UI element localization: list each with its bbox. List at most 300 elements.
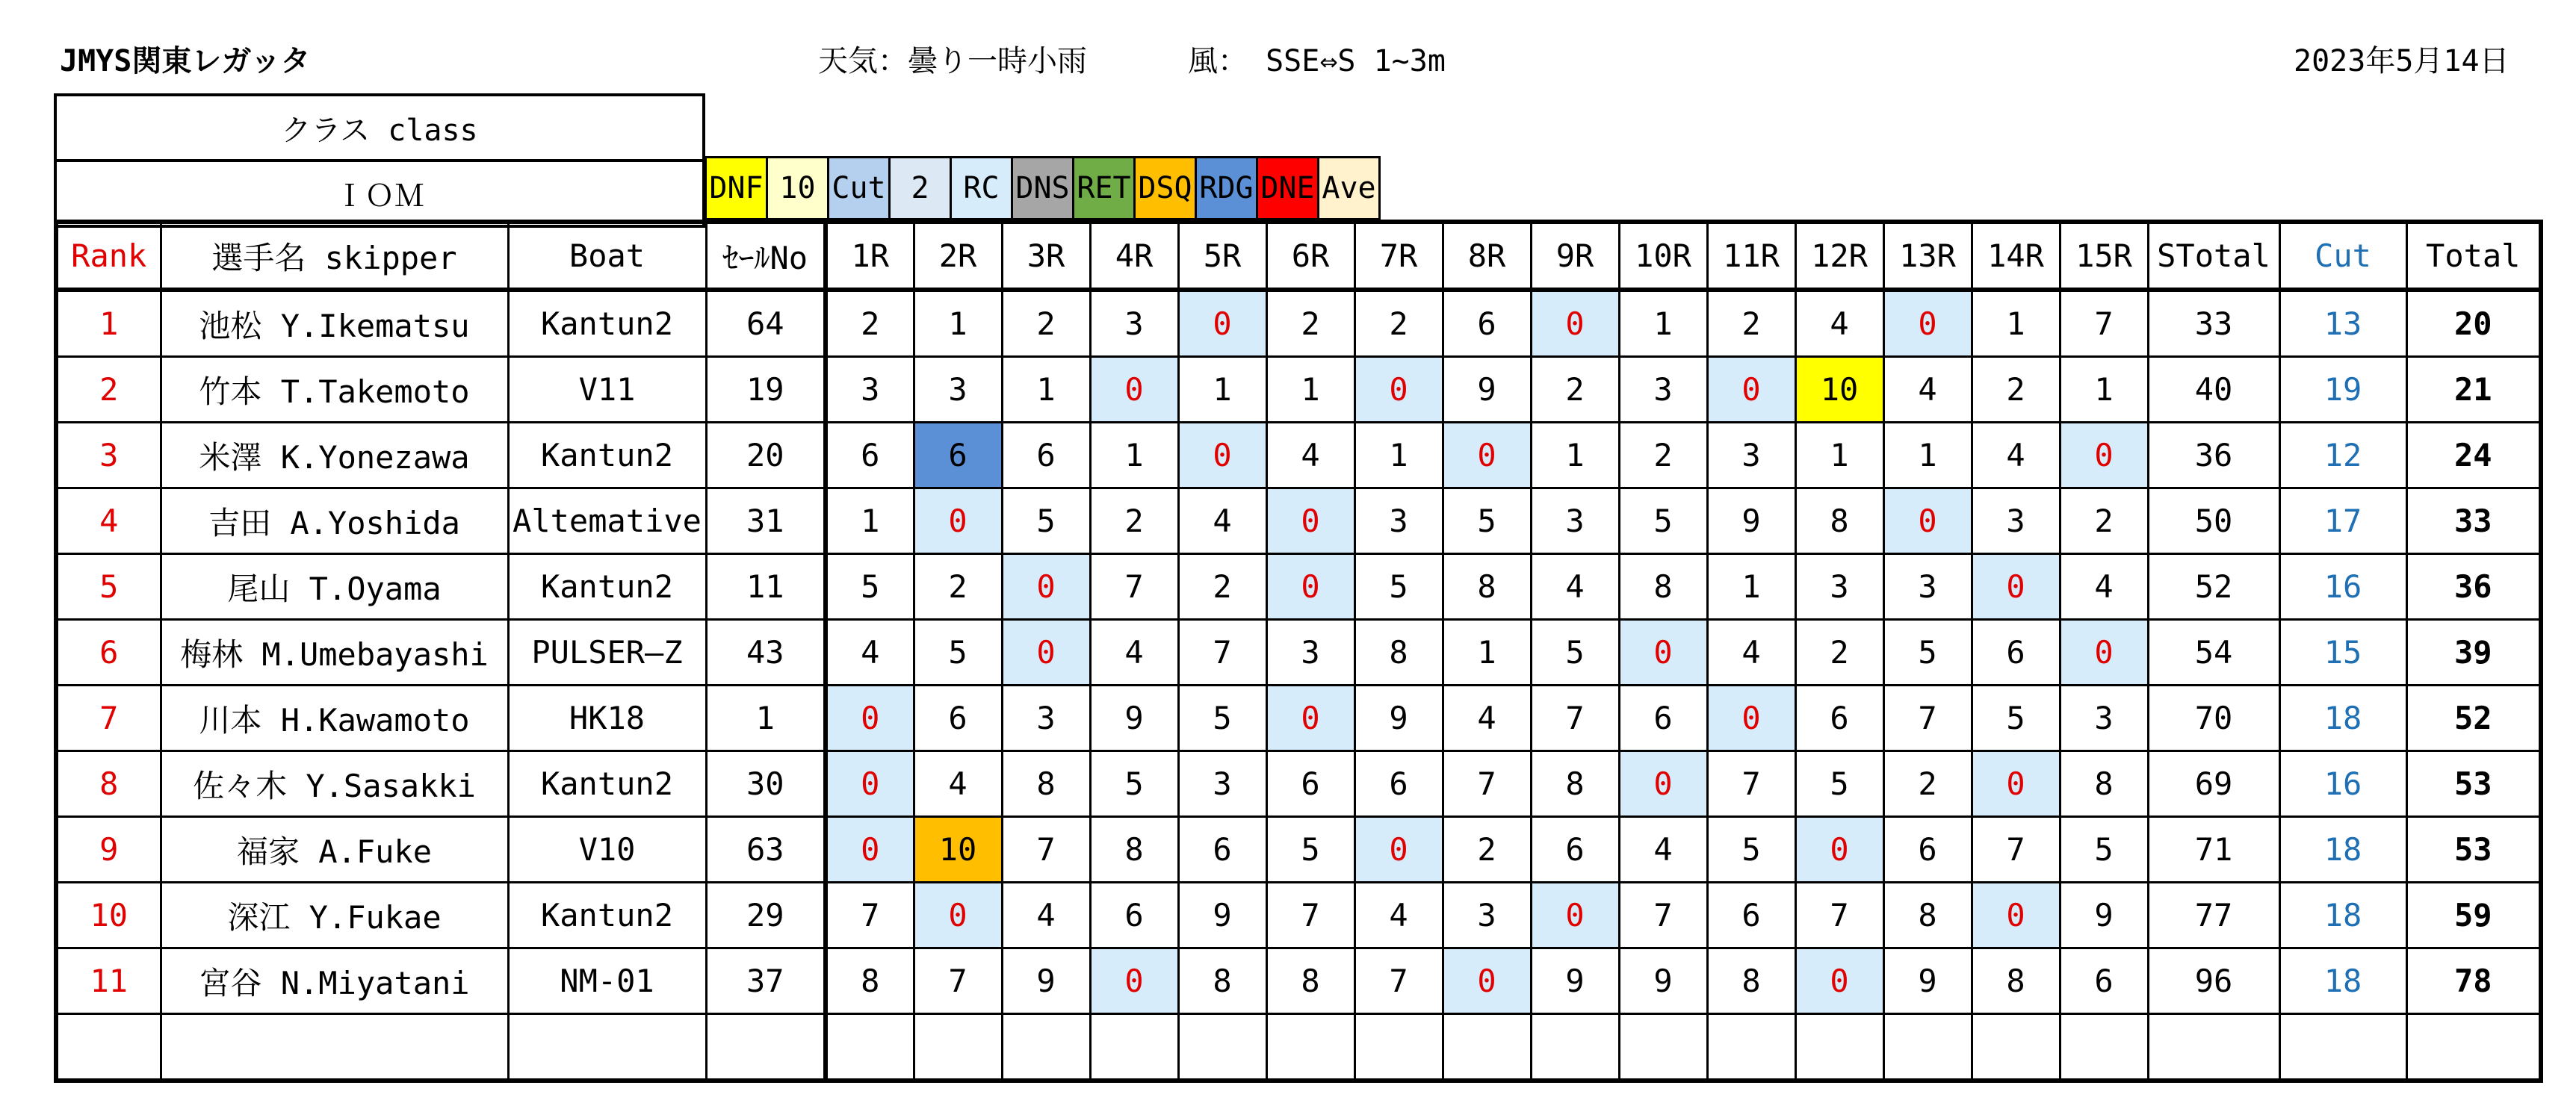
legend-item: DNS: [1012, 158, 1074, 220]
race-score-cell: 1: [826, 488, 914, 554]
legend-item: DNE: [1257, 158, 1319, 220]
empty-cell: [1354, 1014, 1443, 1081]
skipper-cell: 佐々木 Y.Sasakki: [161, 751, 508, 817]
column-header: 3R: [1002, 222, 1090, 290]
column-header: 5R: [1178, 222, 1266, 290]
race-score-cell: 5: [826, 554, 914, 620]
rank-cell: 10: [56, 883, 161, 948]
race-score-cell: 3: [1443, 883, 1531, 948]
skipper-cell: 宮谷 N.Miyatani: [161, 948, 508, 1014]
wind-label: 風： SSE⇔S 1~3m: [1188, 44, 1446, 78]
race-score-cell: 7: [826, 883, 914, 948]
race-score-cell: 0: [1972, 883, 2060, 948]
empty-cell: [2279, 1014, 2406, 1081]
race-score-cell: 1: [1354, 423, 1443, 488]
race-score-cell: 3: [1354, 488, 1443, 554]
results-body: [56, 222, 2541, 1081]
race-score-cell: 1: [1178, 357, 1266, 423]
race-score-cell: 7: [1443, 751, 1531, 817]
race-score-cell: 4: [1090, 620, 1178, 686]
cut-cell: 16: [2279, 554, 2406, 620]
race-score-cell: 0: [1619, 620, 1707, 686]
race-score-cell: 2: [1795, 620, 1883, 686]
race-score-cell: 8: [1883, 883, 1972, 948]
sail-number-cell: 20: [706, 423, 826, 488]
race-score-cell: 4: [1619, 817, 1707, 883]
column-header: STotal: [2148, 222, 2279, 290]
race-score-cell: 7: [1266, 883, 1354, 948]
rank-cell: 5: [56, 554, 161, 620]
legend-item: DSQ: [1135, 158, 1196, 220]
boat-cell: V11: [508, 357, 706, 423]
race-score-cell: 2: [1443, 817, 1531, 883]
race-score-cell: 2: [826, 290, 914, 357]
table-row: [56, 423, 2541, 488]
race-score-cell: 0: [914, 883, 1002, 948]
race-score-cell: 0: [1090, 357, 1178, 423]
empty-cell: [826, 1014, 914, 1081]
race-score-cell: 1: [914, 290, 1002, 357]
race-score-cell: 5: [1972, 686, 2060, 751]
race-score-cell: 0: [1707, 357, 1795, 423]
race-score-cell: 0: [1266, 686, 1354, 751]
race-score-cell: 3: [1178, 751, 1266, 817]
skipper-cell: 川本 H.Kawamoto: [161, 686, 508, 751]
race-score-cell: 0: [914, 488, 1002, 554]
rank-cell: 1: [56, 290, 161, 357]
table-row: [56, 620, 2541, 686]
boat-cell: Kantun2: [508, 423, 706, 488]
race-score-cell: 0: [826, 817, 914, 883]
race-score-cell: 8: [1619, 554, 1707, 620]
race-score-cell: 5: [1883, 620, 1972, 686]
table-row: [56, 290, 2541, 357]
total-cell: 33: [2406, 488, 2541, 554]
skipper-cell: 尾山 T.Oyama: [161, 554, 508, 620]
skipper-cell: 竹本 T.Takemoto: [161, 357, 508, 423]
race-score-cell: 1: [1443, 620, 1531, 686]
boat-cell: HK18: [508, 686, 706, 751]
class-value: ＩＯＭ: [55, 161, 704, 226]
table-row: [56, 554, 2541, 620]
empty-cell: [161, 1014, 508, 1081]
race-score-cell: 7: [2060, 290, 2148, 357]
total-cell: 53: [2406, 751, 2541, 817]
race-score-cell: 5: [1178, 686, 1266, 751]
race-score-cell: 8: [1531, 751, 1619, 817]
empty-cell: [706, 1014, 826, 1081]
weather-label: 天気：曇り一時小雨: [818, 44, 1087, 78]
race-score-cell: 9: [1178, 883, 1266, 948]
race-score-cell: 5: [1354, 554, 1443, 620]
table-row: [56, 488, 2541, 554]
skipper-cell: 深江 Y.Fukae: [161, 883, 508, 948]
race-score-cell: 8: [1266, 948, 1354, 1014]
empty-row: [56, 1014, 2541, 1081]
race-score-cell: 9: [1883, 948, 1972, 1014]
total-cell: 39: [2406, 620, 2541, 686]
table-row: [56, 817, 2541, 883]
table-row: [56, 948, 2541, 1014]
cut-cell: 18: [2279, 948, 2406, 1014]
race-score-cell: 3: [1972, 488, 2060, 554]
boat-cell: Kantun2: [508, 751, 706, 817]
race-score-cell: 0: [2060, 620, 2148, 686]
column-header: 12R: [1795, 222, 1883, 290]
race-score-cell: 2: [1972, 357, 2060, 423]
race-score-cell: 1: [2060, 357, 2148, 423]
stotal-cell: 96: [2148, 948, 2279, 1014]
regatta-title: JMYS関東レガッタ: [60, 44, 311, 78]
empty-cell: [1266, 1014, 1354, 1081]
rank-cell: 2: [56, 357, 161, 423]
table-row: [56, 357, 2541, 423]
stotal-cell: 36: [2148, 423, 2279, 488]
race-score-cell: 9: [1090, 686, 1178, 751]
race-score-cell: 10: [1795, 357, 1883, 423]
empty-cell: [1795, 1014, 1883, 1081]
column-header: 9R: [1531, 222, 1619, 290]
race-score-cell: 0: [1531, 883, 1619, 948]
race-score-cell: 1: [1531, 423, 1619, 488]
race-score-cell: 5: [1795, 751, 1883, 817]
empty-cell: [2406, 1014, 2541, 1081]
race-score-cell: 3: [1883, 554, 1972, 620]
sail-number-cell: 43: [706, 620, 826, 686]
empty-cell: [1883, 1014, 1972, 1081]
race-score-cell: 6: [1354, 751, 1443, 817]
cut-cell: 17: [2279, 488, 2406, 554]
race-score-cell: 3: [1266, 620, 1354, 686]
total-cell: 59: [2406, 883, 2541, 948]
total-cell: 52: [2406, 686, 2541, 751]
race-score-cell: 10: [914, 817, 1002, 883]
sail-number-cell: 63: [706, 817, 826, 883]
rank-cell: 3: [56, 423, 161, 488]
race-score-cell: 6: [1619, 686, 1707, 751]
sail-number-cell: 19: [706, 357, 826, 423]
race-score-cell: 1: [1883, 423, 1972, 488]
stotal-cell: 54: [2148, 620, 2279, 686]
cut-cell: 16: [2279, 751, 2406, 817]
race-score-cell: 9: [1707, 488, 1795, 554]
table-row: [56, 686, 2541, 751]
race-score-cell: 9: [1443, 357, 1531, 423]
boat-cell: PULSER―Z: [508, 620, 706, 686]
boat-cell: Altemative: [508, 488, 706, 554]
class-label: クラス class: [55, 95, 704, 161]
race-score-cell: 6: [2060, 948, 2148, 1014]
race-score-cell: 2: [1002, 290, 1090, 357]
race-score-cell: 2: [1619, 423, 1707, 488]
race-score-cell: 3: [1795, 554, 1883, 620]
race-score-cell: 3: [1002, 686, 1090, 751]
stotal-cell: 69: [2148, 751, 2279, 817]
race-score-cell: 9: [2060, 883, 2148, 948]
column-header: 1R: [826, 222, 914, 290]
empty-cell: [2148, 1014, 2279, 1081]
race-score-cell: 7: [1002, 817, 1090, 883]
boat-cell: Kantun2: [508, 554, 706, 620]
column-header: 選手名 skipper: [161, 222, 508, 290]
race-score-cell: 9: [1354, 686, 1443, 751]
cut-cell: 18: [2279, 883, 2406, 948]
race-score-cell: 7: [1178, 620, 1266, 686]
sail-number-cell: 11: [706, 554, 826, 620]
cut-cell: 19: [2279, 357, 2406, 423]
cut-cell: 15: [2279, 620, 2406, 686]
legend-item: 10: [767, 158, 829, 220]
race-score-cell: 8: [1178, 948, 1266, 1014]
race-score-cell: 9: [1531, 948, 1619, 1014]
table-row: [56, 883, 2541, 948]
race-score-cell: 3: [1090, 290, 1178, 357]
boat-cell: NM-01: [508, 948, 706, 1014]
race-score-cell: 7: [1619, 883, 1707, 948]
column-header: 8R: [1443, 222, 1531, 290]
event-date: 2023年5月14日: [2294, 44, 2510, 78]
race-score-cell: 8: [1707, 948, 1795, 1014]
race-score-cell: 6: [1090, 883, 1178, 948]
empty-cell: [1972, 1014, 2060, 1081]
sail-number-cell: 29: [706, 883, 826, 948]
race-score-cell: 7: [1531, 686, 1619, 751]
race-score-cell: 4: [1178, 488, 1266, 554]
race-score-cell: 4: [2060, 554, 2148, 620]
race-score-cell: 0: [1354, 817, 1443, 883]
race-score-cell: 2: [1178, 554, 1266, 620]
column-header: 13R: [1883, 222, 1972, 290]
race-score-cell: 5: [1707, 817, 1795, 883]
stotal-cell: 70: [2148, 686, 2279, 751]
race-score-cell: 5: [1619, 488, 1707, 554]
race-score-cell: 6: [1178, 817, 1266, 883]
race-score-cell: 0: [1090, 948, 1178, 1014]
column-header: 6R: [1266, 222, 1354, 290]
race-score-cell: 7: [1795, 883, 1883, 948]
legend-item: RET: [1074, 158, 1135, 220]
stotal-cell: 50: [2148, 488, 2279, 554]
results-table: [54, 220, 2543, 1083]
skipper-cell: 米澤 K.Yonezawa: [161, 423, 508, 488]
rank-cell: 9: [56, 817, 161, 883]
total-cell: 36: [2406, 554, 2541, 620]
legend-row: [706, 158, 1380, 220]
column-header: 2R: [914, 222, 1002, 290]
race-score-cell: 7: [1707, 751, 1795, 817]
race-score-cell: 0: [826, 751, 914, 817]
race-score-cell: 0: [826, 686, 914, 751]
race-score-cell: 0: [1002, 620, 1090, 686]
column-header: 7R: [1354, 222, 1443, 290]
race-score-cell: 2: [1883, 751, 1972, 817]
race-score-cell: 6: [1883, 817, 1972, 883]
legend-item: Cut: [829, 158, 890, 220]
race-score-cell: 8: [1354, 620, 1443, 686]
total-cell: 20: [2406, 290, 2541, 357]
empty-cell: [1002, 1014, 1090, 1081]
race-score-cell: 6: [1266, 751, 1354, 817]
empty-cell: [1090, 1014, 1178, 1081]
stotal-cell: 71: [2148, 817, 2279, 883]
legend-item: RC: [951, 158, 1012, 220]
race-score-cell: 8: [1795, 488, 1883, 554]
race-score-cell: 0: [1531, 290, 1619, 357]
race-score-cell: 8: [1443, 554, 1531, 620]
race-score-cell: 8: [826, 948, 914, 1014]
race-score-cell: 4: [1266, 423, 1354, 488]
race-score-cell: 8: [1090, 817, 1178, 883]
race-score-cell: 1: [1266, 357, 1354, 423]
race-score-cell: 6: [914, 423, 1002, 488]
race-score-cell: 8: [1972, 948, 2060, 1014]
empty-cell: [1178, 1014, 1266, 1081]
race-score-cell: 0: [1972, 751, 2060, 817]
race-score-cell: 0: [1354, 357, 1443, 423]
table-row: [56, 751, 2541, 817]
race-score-cell: 4: [826, 620, 914, 686]
total-cell: 53: [2406, 817, 2541, 883]
race-score-cell: 5: [1002, 488, 1090, 554]
race-score-cell: 2: [2060, 488, 2148, 554]
race-score-cell: 0: [1795, 817, 1883, 883]
total-cell: 78: [2406, 948, 2541, 1014]
race-score-cell: 3: [1619, 357, 1707, 423]
race-score-cell: 5: [1090, 751, 1178, 817]
race-score-cell: 2: [1090, 488, 1178, 554]
race-score-cell: 9: [1002, 948, 1090, 1014]
race-score-cell: 6: [826, 423, 914, 488]
race-score-cell: 5: [1266, 817, 1354, 883]
empty-cell: [2060, 1014, 2148, 1081]
empty-cell: [1619, 1014, 1707, 1081]
column-header: 15R: [2060, 222, 2148, 290]
race-score-cell: 0: [1002, 554, 1090, 620]
race-score-cell: 3: [1707, 423, 1795, 488]
race-score-cell: 1: [1619, 290, 1707, 357]
race-score-cell: 0: [1795, 948, 1883, 1014]
rank-cell: 11: [56, 948, 161, 1014]
stotal-cell: 77: [2148, 883, 2279, 948]
race-score-cell: 5: [914, 620, 1002, 686]
race-score-cell: 4: [1002, 883, 1090, 948]
race-score-cell: 4: [1354, 883, 1443, 948]
race-score-cell: 1: [1707, 554, 1795, 620]
race-score-cell: 2: [1266, 290, 1354, 357]
skipper-cell: 福家 A.Fuke: [161, 817, 508, 883]
empty-cell: [1443, 1014, 1531, 1081]
legend-item: Ave: [1319, 158, 1380, 220]
column-header: 14R: [1972, 222, 2060, 290]
column-header: Boat: [508, 222, 706, 290]
race-score-cell: 6: [1443, 290, 1531, 357]
sail-number-cell: 30: [706, 751, 826, 817]
column-header: Cut: [2279, 222, 2406, 290]
race-score-cell: 5: [2060, 817, 2148, 883]
boat-cell: Kantun2: [508, 883, 706, 948]
stotal-cell: 33: [2148, 290, 2279, 357]
sail-number-cell: 31: [706, 488, 826, 554]
race-score-cell: 0: [1443, 948, 1531, 1014]
race-score-cell: 9: [1619, 948, 1707, 1014]
race-score-cell: 6: [1795, 686, 1883, 751]
race-score-cell: 3: [914, 357, 1002, 423]
race-score-cell: 7: [1883, 686, 1972, 751]
sail-number-cell: 37: [706, 948, 826, 1014]
race-score-cell: 3: [2060, 686, 2148, 751]
race-score-cell: 4: [914, 751, 1002, 817]
skipper-cell: 池松 Y.Ikematsu: [161, 290, 508, 357]
class-box: [54, 93, 705, 228]
total-cell: 24: [2406, 423, 2541, 488]
total-cell: 21: [2406, 357, 2541, 423]
race-score-cell: 6: [1531, 817, 1619, 883]
race-score-cell: 0: [1266, 488, 1354, 554]
rank-cell: 4: [56, 488, 161, 554]
cut-cell: 18: [2279, 686, 2406, 751]
race-score-cell: 5: [1531, 620, 1619, 686]
skipper-cell: 梅林 M.Umebayashi: [161, 620, 508, 686]
race-score-cell: 0: [1883, 488, 1972, 554]
header-row: [56, 222, 2541, 290]
race-score-cell: 6: [1002, 423, 1090, 488]
race-score-cell: 2: [1707, 290, 1795, 357]
race-score-cell: 4: [1443, 686, 1531, 751]
race-score-cell: 1: [1090, 423, 1178, 488]
legend-item: RDG: [1196, 158, 1257, 220]
race-score-cell: 0: [1972, 554, 2060, 620]
empty-cell: [56, 1014, 161, 1081]
race-score-cell: 2: [1531, 357, 1619, 423]
race-score-cell: 0: [1178, 423, 1266, 488]
rank-cell: 6: [56, 620, 161, 686]
race-score-cell: 0: [2060, 423, 2148, 488]
status-legend: [705, 156, 1381, 220]
column-header: 11R: [1707, 222, 1795, 290]
race-score-cell: 6: [914, 686, 1002, 751]
race-score-cell: 1: [1795, 423, 1883, 488]
empty-cell: [1531, 1014, 1619, 1081]
column-header: Total: [2406, 222, 2541, 290]
race-score-cell: 8: [1002, 751, 1090, 817]
race-score-cell: 3: [826, 357, 914, 423]
cut-cell: 12: [2279, 423, 2406, 488]
race-score-cell: 4: [1883, 357, 1972, 423]
race-score-cell: 7: [1972, 817, 2060, 883]
cut-cell: 18: [2279, 817, 2406, 883]
race-score-cell: 0: [1178, 290, 1266, 357]
column-header: 4R: [1090, 222, 1178, 290]
race-score-cell: 7: [1090, 554, 1178, 620]
race-score-cell: 7: [1354, 948, 1443, 1014]
rank-cell: 8: [56, 751, 161, 817]
race-score-cell: 4: [1707, 620, 1795, 686]
boat-cell: Kantun2: [508, 290, 706, 357]
race-score-cell: 7: [914, 948, 1002, 1014]
race-score-cell: 8: [2060, 751, 2148, 817]
race-score-cell: 4: [1795, 290, 1883, 357]
race-score-cell: 0: [1707, 686, 1795, 751]
rank-cell: 7: [56, 686, 161, 751]
column-header: ｾｰﾙNo: [706, 222, 826, 290]
race-score-cell: 0: [1266, 554, 1354, 620]
sail-number-cell: 1: [706, 686, 826, 751]
boat-cell: V10: [508, 817, 706, 883]
column-header: Rank: [56, 222, 161, 290]
race-score-cell: 6: [1972, 620, 2060, 686]
race-score-cell: 0: [1443, 423, 1531, 488]
race-score-cell: 0: [1883, 290, 1972, 357]
